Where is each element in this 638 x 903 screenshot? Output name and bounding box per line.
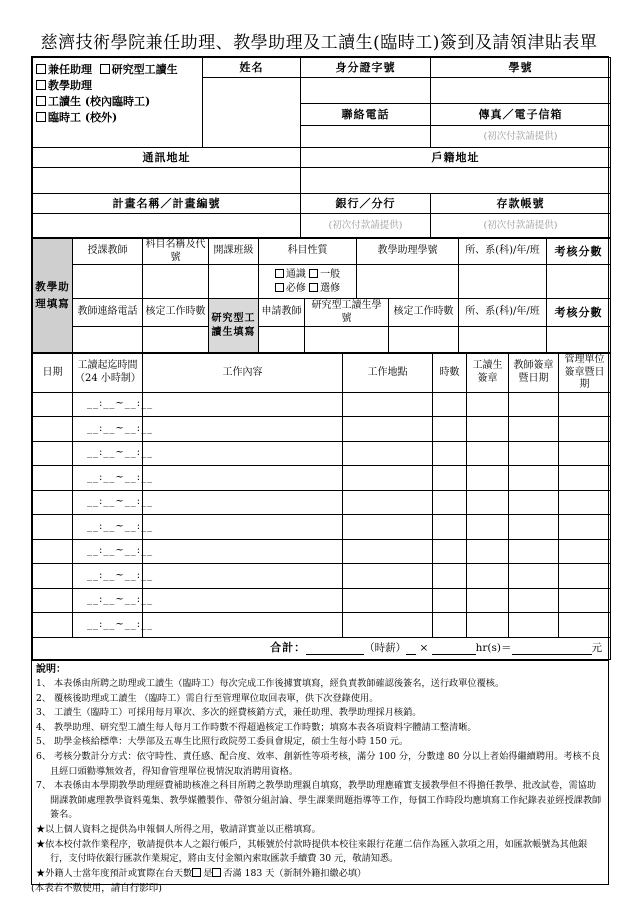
content-field[interactable] [143,392,343,417]
fax-email-header: 傳真／電子信箱 [431,104,611,126]
form [31,56,609,885]
work-study-label: 工讀生 (校內臨時工) [48,95,151,108]
teacher-sign-field[interactable] [509,515,559,540]
dept2-field[interactable] [459,327,547,353]
teacher-sign-field[interactable] [509,564,559,589]
unit-sign-field[interactable] [559,392,611,417]
foreign-yes-checkbox[interactable] [192,868,201,877]
adjunct-checkbox[interactable] [36,64,46,74]
time-range-label: 工讀起迄時間 [77,360,138,372]
time-range-field[interactable]: __:__~__:__ [73,564,143,589]
teacher-sign-header: 教師簽章暨日期 [509,354,559,393]
hours-field[interactable] [433,466,467,491]
date-field[interactable] [33,515,73,540]
hours-field[interactable] [433,441,467,466]
note-item: 5、 助學金核給標準：大學部及五專生比照行政院勞工委員會規定，碩士生每小時 150 元。 [36,736,409,748]
worklog-row [33,539,611,564]
date-field[interactable] [33,466,73,491]
content-field[interactable] [143,588,343,613]
unit-sign-field[interactable] [559,417,611,442]
teacher-sign-field[interactable] [509,441,559,466]
header-table [32,57,611,238]
subject-type-options [259,265,357,299]
worklog-row [33,515,611,540]
note-star: ★依本校付款作業程序，敬請提供本人之銀行帳戶，其帳號於付款時提供本校往來銀行花蓮二信作為匯入款項之用，如匯款帳號為其他銀行，支付時依銀行匯款作業規定，將由支付金額內索取匯款手續費 30 元，敬請知悉。 [36,838,588,865]
total-wage-field[interactable] [306,641,364,655]
unit-sign-field[interactable] [559,441,611,466]
general-label: 一般 [320,268,341,280]
id-number-header: 身分證字號 [301,58,431,78]
date-field[interactable] [33,588,73,613]
research-id-header: 研究型工讀生學號 [305,299,389,327]
time-range-field[interactable]: __:__~__:__ [73,490,143,515]
unit-sign-field[interactable] [559,588,611,613]
student-sign-field[interactable] [467,515,509,540]
ta-class-field[interactable] [357,265,459,299]
foreign-no-label: 否滿 183 天（新制外籍扣繳必填） [223,867,367,879]
student-sign-field[interactable] [467,613,509,638]
content-field[interactable] [143,417,343,442]
approved-hours2-header: 核定工作時數 [389,299,459,327]
foreign-no-checkbox[interactable] [212,868,221,877]
time-range-field[interactable]: __:__~__:__ [73,539,143,564]
time-range-field[interactable]: __:__~__:__ [73,515,143,540]
unit-sign-field[interactable] [559,613,611,638]
approved-hours2-field[interactable] [389,327,459,353]
location-field[interactable] [343,564,433,589]
mailing-address-field[interactable] [33,168,301,194]
student-sign-header: 工讀生簽章 [467,354,509,393]
content-field[interactable] [143,613,343,638]
teacher-phone-field[interactable] [73,327,143,353]
foreign-days-text: ★外籍人士當年度預計或實際在台天數 [36,867,193,879]
date-field[interactable] [33,417,73,442]
location-field[interactable] [343,490,433,515]
worklog-row [33,588,611,613]
hours-header: 時數 [433,354,467,393]
temp-label: 臨時工 (校外) [48,111,118,124]
teacher-sign-field[interactable] [509,539,559,564]
id-number-field[interactable] [301,78,431,104]
time-range-field[interactable]: __:__~__:__ [73,588,143,613]
hours-field[interactable] [433,588,467,613]
applicant-teacher-field[interactable] [259,327,305,353]
student-sign-field[interactable] [467,588,509,613]
class-header: 開課班級 [209,239,259,265]
time-range-header [73,354,143,393]
hours-field[interactable] [433,539,467,564]
score-field[interactable] [547,265,611,299]
phone-field[interactable] [301,126,431,148]
ta-side-label: 教學助理填寫 [33,239,73,353]
required-label: 必修 [285,282,306,294]
total-row [33,637,611,659]
teacher-sign-field[interactable] [509,613,559,638]
unit-sign-field[interactable] [559,466,611,491]
teacher-sign-field[interactable] [509,466,559,491]
location-field[interactable] [343,515,433,540]
dept2-header: 所、系(科)/年/班 [459,299,547,327]
content-header: 工作內容 [143,354,343,393]
footer-note: (本表若不敷使用，請自行影印) [31,883,162,894]
total-amount-field[interactable] [512,641,592,655]
location-field[interactable] [343,417,433,442]
unit-sign-field[interactable] [559,490,611,515]
total-wage-unit: （時薪） [364,641,407,654]
teaching-label: 教學助理 [48,79,92,92]
date-field[interactable] [33,613,73,638]
total-hours-field[interactable] [432,641,476,655]
date-field[interactable] [33,564,73,589]
content-field[interactable] [143,515,343,540]
unit-sign-field[interactable] [559,515,611,540]
student-sign-field[interactable] [467,564,509,589]
course-field[interactable] [143,265,209,299]
project-header: 計畫名稱／計畫編號 [33,194,301,214]
instructions [32,660,608,885]
account-header: 存款帳號 [431,194,611,214]
time-range-field[interactable]: __:__~__:__ [73,441,143,466]
location-field[interactable] [343,392,433,417]
bank-field[interactable]: (初次付款請提供) [301,214,431,238]
account-field[interactable]: (初次付款請提供) [431,214,611,238]
score2-field[interactable] [547,327,611,353]
score2-header: 考核分數 [547,299,611,327]
location-field[interactable] [343,441,433,466]
hours-field[interactable] [433,417,467,442]
worklog-row [33,613,611,638]
student-sign-field[interactable] [467,392,509,417]
temp-checkbox[interactable] [36,112,46,122]
unit-sign-field[interactable] [559,539,611,564]
student-id-header: 學號 [431,58,611,78]
instructor-field[interactable] [73,265,143,299]
worklog-row [33,466,611,491]
instructions-heading: 說明： [36,663,66,675]
time-range-field[interactable]: __:__~__:__ [73,417,143,442]
worklog-row [33,441,611,466]
content-field[interactable] [143,539,343,564]
location-field[interactable] [343,466,433,491]
date-header: 日期 [33,354,73,393]
ta-table [32,238,611,353]
time-range-field[interactable]: __:__~__:__ [73,466,143,491]
student-sign-field[interactable] [467,490,509,515]
ta-class-header: 教學助理學號 [357,239,459,265]
date-field[interactable] [33,539,73,564]
note-item: 7、 本表係由本學期教學助理經費補助核准之科目所聘之教學助理親自填寫，教學助理應確實支援教學但不得擔任教學、批改試卷，需協助開課教師處理教學資料蒐集、教學媒體製作、帶領分組討論、學生課業問題指導等工作，每個工作時段均應填寫工作紀錄表並經授課教師簽名。 [36,780,602,821]
worklog-row [33,417,611,442]
hours-unit: hr(s)＝ [475,641,512,654]
content-field[interactable] [143,466,343,491]
location-header: 工作地點 [343,354,433,393]
hours-field[interactable] [433,490,467,515]
teacher-sign-field[interactable] [509,417,559,442]
phone-header: 聯絡電話 [301,104,431,126]
time-range-sub: （24 小時制） [75,372,141,384]
theory-checkbox[interactable] [275,269,284,278]
date-field[interactable] [33,490,73,515]
note-item: 1、 本表係由所聘之助理或工讀生（臨時工）每次完成工作後據實填寫，經負責教師確認後簽名，送行政單位覆核。 [36,678,505,690]
student-id-field[interactable] [431,78,611,104]
teaching-checkbox[interactable] [36,80,46,90]
approved-hours-header: 核定工作時數 [143,299,209,327]
general-checkbox[interactable] [309,269,318,278]
note-item: 3、 工讀生（臨時工）可採用每月單次、多次的經費核銷方式，兼任助理、教學助理採月核銷。 [36,707,422,719]
course-header: 科目名稱及代號 [143,239,209,265]
class-field[interactable] [209,265,259,299]
elective-checkbox[interactable] [309,283,318,292]
teacher-sign-field[interactable] [509,490,559,515]
student-sign-field[interactable] [467,466,509,491]
project-field[interactable] [33,214,301,238]
unit-sign-header: 管理單位簽章暨日期 [559,354,611,393]
research-side-label: 研究型工讀生填寫 [209,299,259,353]
worklog-row [33,564,611,589]
currency-unit: 元 [591,641,602,654]
elective-label: 選修 [320,282,341,294]
fax-email-field[interactable]: (初次付款請提供) [431,126,611,148]
location-field[interactable] [343,539,433,564]
worklog-table [32,353,611,660]
work-study-checkbox[interactable] [36,96,46,106]
subject-type-header: 科目性質 [259,239,357,265]
applicant-teacher-header: 申請教師 [259,299,305,327]
adjunct-label: 兼任助理 [48,63,92,76]
research-label: 研究型工讀生 [111,63,178,76]
hours-field[interactable] [433,515,467,540]
instructor-header: 授課教師 [73,239,143,265]
time-range-field[interactable]: __:__~__:__ [73,613,143,638]
foreign-yes-label: 是 [203,867,213,879]
total-label: 合計： [270,640,307,654]
mailing-address-header: 通訊地址 [33,148,301,168]
required-checkbox[interactable] [275,283,284,292]
worklog-rows [33,392,611,637]
worklog-row [33,392,611,417]
page-title: 慈濟技術學院兼任助理、教學助理及工讀生(臨時工)簽到及請領津貼表單 [40,33,598,53]
registered-address-field[interactable] [301,168,611,194]
research-id-field[interactable] [305,327,389,353]
note-item: 4、 教學助理、研究型工讀生每人每月工作時數不得超過核定工作時數；填寫本表各項資料字體請工整清晰。 [36,721,477,733]
dept-header: 所、系(科)/年/班 [459,239,547,265]
dept-field[interactable] [459,265,547,299]
date-field[interactable] [33,392,73,417]
student-sign-field[interactable] [467,441,509,466]
location-field[interactable] [343,588,433,613]
time-range-field[interactable]: __:__~__:__ [73,392,143,417]
registered-address-header: 戶籍地址 [301,148,611,168]
content-field[interactable] [143,490,343,515]
name-header: 姓名 [203,58,301,78]
score-header: 考核分數 [547,239,611,265]
times-sign: × [419,641,429,654]
name-field[interactable] [203,78,301,148]
theory-label: 通識 [285,268,306,280]
teacher-phone-header: 教師連絡電話 [73,299,143,327]
note-item: 6、 考核分數計分方式：依守時性、責任感、配合度、效率、創新性等項考核，滿分 100 分，分數達 80 分以上者始得繼續聘用。考核不良且經口頭勸導無效者，得知會管理單位視情況取消聘用資格。 [36,751,601,777]
research-checkbox[interactable] [100,64,110,74]
approved-hours-field[interactable] [143,327,209,353]
unit-sign-field[interactable] [559,564,611,589]
note-item: 2、 覆核後助理或工讀生 （臨時工）需自行至管理單位取回表單，供下次登錄使用。 [36,692,379,704]
hours-field[interactable] [433,392,467,417]
worklog-row [33,490,611,515]
hours-field[interactable] [433,564,467,589]
student-sign-field[interactable] [467,539,509,564]
note-star: ★以上個人資料之提供為申報個人所得之用，敬請詳實並以正楷填寫。 [36,824,321,836]
bank-header: 銀行／分行 [301,194,431,214]
content-field[interactable] [143,564,343,589]
location-field[interactable] [343,613,433,638]
role-options [33,58,203,148]
teacher-sign-field[interactable] [509,588,559,613]
hours-field[interactable] [433,613,467,638]
date-field[interactable] [33,441,73,466]
teacher-sign-field[interactable] [509,392,559,417]
content-field[interactable] [143,441,343,466]
student-sign-field[interactable] [467,417,509,442]
